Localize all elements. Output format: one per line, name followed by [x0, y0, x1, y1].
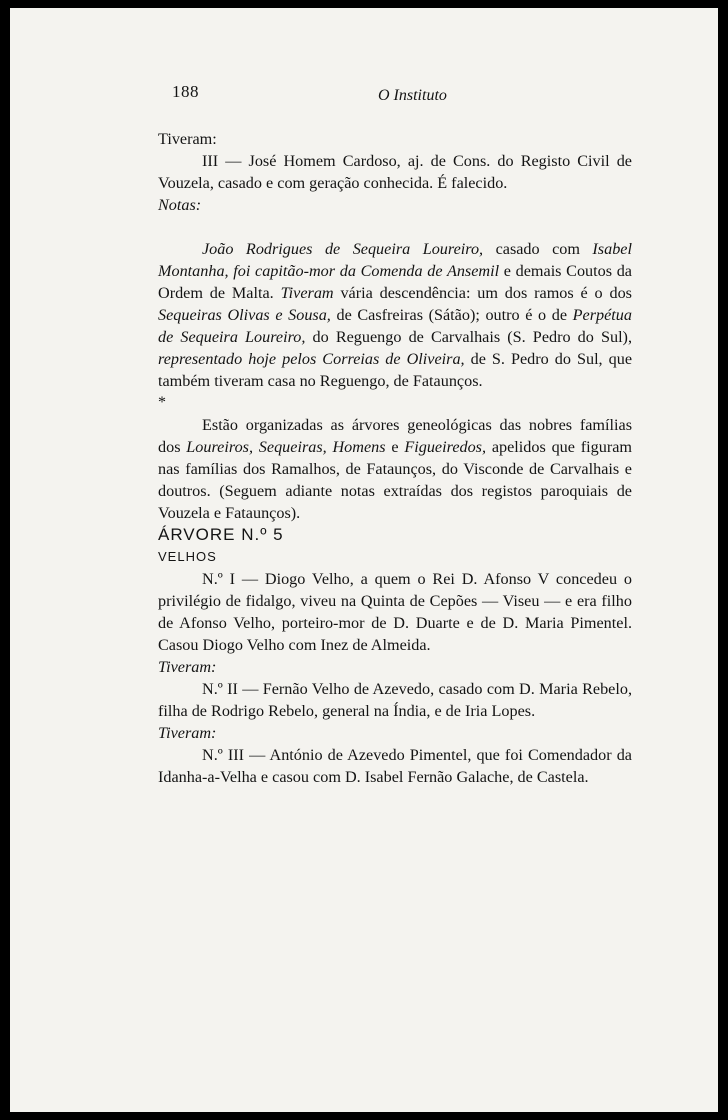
- paragraph-family-trees: Estão organizadas as árvores geneológicas das nobres famílias dos Loureiros, Sequeiras, Homens e Figueiredos, apelidos que figuram nas famílias dos Ramalhos, de Fataunços, do Visconde de Carvalhais e doutros. (Seguem adiante notas extraídas dos registos paroquiais de Vouzela e Fataunços).: [158, 416, 633, 522]
- running-title: O Instituto: [378, 87, 447, 104]
- paragraph-entry-iii: III — José Homem Cardoso, aj. de Cons. do Registo Civil de Vouzela, casado e com geração conhecida. É falecido.: [158, 152, 632, 192]
- paragraph-entry-3: N.º III — António de Azevedo Pimentel, que foi Comendador da Idanha-a-Velha e casou com D. Isabel Fernão Galache, de Castela.: [158, 746, 632, 786]
- notes-label: Notas:: [158, 196, 202, 214]
- page-number: 188: [172, 82, 199, 101]
- paragraph-notes: João Rodrigues de Sequeira Loureiro, casado com Isabel Montanha, foi capitão-mor da Comenda de Ansemil e demais Coutos da Ordem de Malta. Tiveram vária descendência: um dos ramos é o dos Sequeiras Olivas e Sousa, de Casfreiras (Sátão); outro é o de Perpétua de Sequeira Loureiro, do Reguengo de Carvalhais (S. Pedro do Sul), representado hoje pelos Correias de Oliveira, de S. Pedro do Sul, que também tiveram casa no Reguengo, de Fataunços.: [158, 240, 632, 390]
- paragraph-entry-2: N.º II — Fernão Velho de Azevedo, casado com D. Maria Rebelo, filha de Rodrigo Rebelo, general na Índia, e de Iria Lopes.: [158, 680, 632, 720]
- tiveram-label-2: Tiveram:: [158, 658, 217, 676]
- tree-title: ÁRVORE N.º 5: [158, 525, 284, 544]
- tiveram-label-3: Tiveram:: [158, 724, 217, 742]
- section-separator: *: [158, 394, 166, 411]
- book-page: [10, 8, 718, 1112]
- family-name: VELHOS: [158, 549, 217, 564]
- page-body: [158, 128, 632, 788]
- paragraph-entry-1: N.º I — Diogo Velho, a quem o Rei D. Afonso V concedeu o privilégio de fidalgo, viveu na Quinta de Cepões — Viseu — e era filho de Afonso Velho, porteiro-mor de D. Duarte e de D. Maria Pimentel. Casou Diogo Velho com Inez de Almeida.: [158, 570, 632, 654]
- tiveram-label: Tiveram:: [158, 130, 217, 148]
- page-header: [172, 74, 658, 104]
